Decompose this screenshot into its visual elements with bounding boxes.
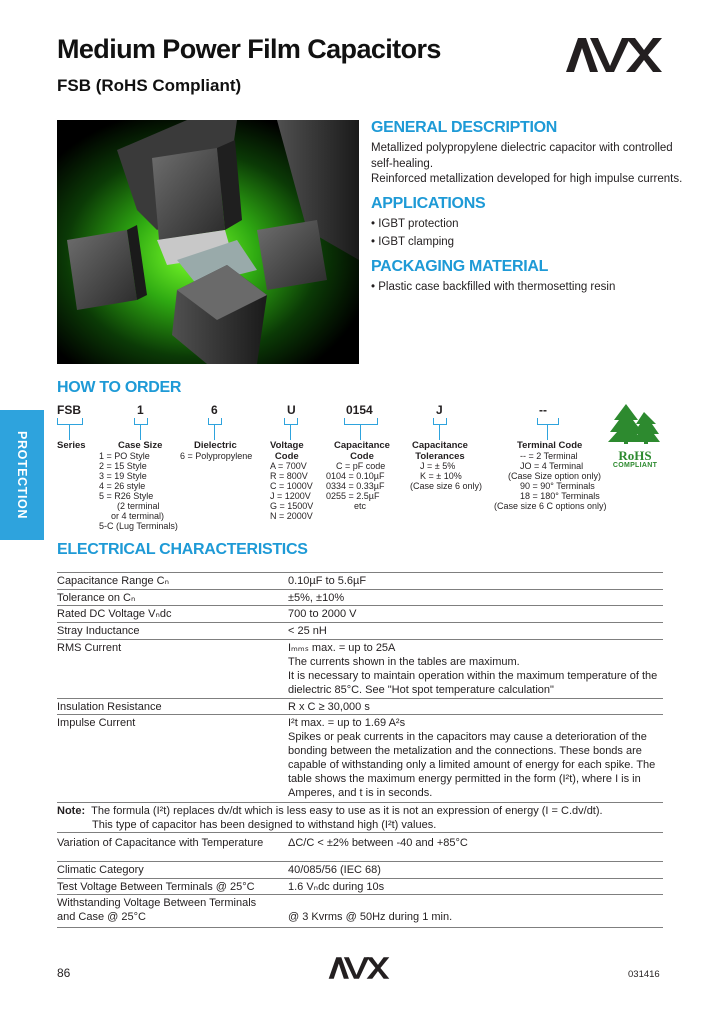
connector-voltage [290,424,291,440]
table-row-value: ±5%, ±10% [288,592,345,604]
order-code-dielectric: 6 [211,403,218,417]
option-line: JO = 4 Terminal [520,461,584,471]
option-line: (2 terminal [117,501,160,511]
table-row-divider [57,927,663,928]
connector-case-size [140,424,141,440]
option-line: -- = 2 Terminal [520,451,578,461]
option-line: R = 800V [270,471,308,481]
packaging-list [371,280,615,296]
how-to-order-heading: HOW TO ORDER [57,379,182,396]
table-row-label: Capacitance Range Cₙ [57,575,170,587]
option-line: C = pF code [336,461,386,471]
page-title: Medium Power Film Capacitors [57,34,441,64]
order-code-voltage: U [287,403,296,417]
option-line: 18 = 180° Terminals [520,491,600,501]
table-row-value: 0.10µF to 5.6µF [288,575,367,587]
note-label: Note: [57,805,86,817]
table-row-value: R x C ≥ 30,000 s [288,701,370,713]
connector-tolerance [439,424,440,440]
list-item: • IGBT protection [371,218,459,230]
option-line: 0104 = 0.10µF [326,471,385,481]
table-row-label: Impulse Current [57,717,136,729]
table-row-label: Climatic Category [57,864,144,876]
table-row-divider [57,605,663,606]
option-line: (Case size 6 only) [410,481,483,491]
value-line: capable of withstanding only a limited amount of energy for each spike. The [288,759,656,771]
value-line: bonding between the metalization and the connections. These bonds are [288,745,642,757]
option-line: N = 2000V [270,511,313,521]
avx-logo [566,36,662,79]
value-line: I²t max. = up to 1.69 A²s [288,717,406,729]
rohs-title: RoHS [618,448,652,463]
bracket-voltage [284,418,298,425]
note-block [57,804,603,832]
table-row-label: Variation of Capacitance with Temperature [57,837,264,849]
option-line: A = 700V [270,461,307,471]
option-line: J = 1200V [270,491,311,501]
option-line: 0334 = 0.33µF [326,481,385,491]
table-row-divider [57,714,663,715]
option-line: G = 1500V [270,501,314,511]
value-line: Spikes or peak currents in the capacitors may cause a deterioration of the [288,731,647,743]
table-row-value-block [288,641,657,697]
header-line: Capacitance [412,440,468,451]
dielectric-options [180,451,252,461]
electrical-heading: ELECTRICAL CHARACTERISTICS [57,541,308,558]
column-header-voltage [270,441,304,462]
table-row-divider [57,589,663,590]
option-line: 0255 = 2.5µF [326,491,380,501]
section-side-tab [0,410,44,540]
note-line: The formula (I²t) replaces dv/dt which is less easy to use as it is not an expression of energy (I = C.dv/dt). [91,805,603,817]
option-line: C = 1000V [270,481,313,491]
order-code-terminal: -- [539,403,547,417]
table-row-divider [57,878,663,879]
column-header-series: Series [57,440,86,451]
column-header-tolerances [412,441,468,462]
table-row-divider [57,639,663,640]
bracket-dielectric [208,418,222,425]
page-subtitle: FSB (RoHS Compliant) [57,76,242,95]
order-code-capacitance: 0154 [346,403,373,417]
bracket-capacitance [344,418,378,425]
option-line: 5 = R26 Style [99,491,154,501]
table-row-label: Insulation Resistance [57,701,162,713]
tolerance-options [410,461,482,491]
option-line: K = ± 10% [420,471,462,481]
option-line: (Case size 6 C options only) [494,501,607,511]
column-header-case-size: Case Size [118,440,163,451]
table-row-value: 700 to 2000 V [288,608,357,620]
page-number: 86 [57,966,71,980]
label-line: Withstanding Voltage Between Terminals [57,897,257,909]
voltage-options [270,461,313,521]
table-row-label: Test Voltage Between Terminals @ 25°C [57,881,255,893]
bracket-terminal [537,418,559,425]
note-line: This type of capacitor has been designed to withstand high (I²t) values. [92,819,437,831]
table-row-value: 40/085/56 (IEC 68) [288,864,381,876]
table-row-value: ΔC/C < ±2% between -40 and +85°C [288,837,468,849]
general-description-line: Reinforced metallization developed for high impulse currents. [371,173,683,185]
avx-footer-logo [328,956,390,985]
header-line: Code [350,450,374,462]
general-description-line: self-healing. [371,157,434,170]
option-line: 6 = Polypropylene [180,451,253,461]
table-row-divider [57,832,663,833]
column-header-terminal: Terminal Code [517,440,583,451]
bracket-case-size [134,418,148,425]
label-line: and Case @ 25°C [57,911,146,923]
table-row-label-block [57,896,256,924]
bracket-tolerance [433,418,447,425]
table-row-label: Rated DC Voltage Vₙdc [57,608,172,620]
order-code-series: FSB [57,403,81,417]
column-header-capacitance [334,441,390,462]
capacitance-options [326,461,385,511]
option-line: 4 = 26 style [99,481,146,491]
connector-terminal [547,424,548,440]
rohs-badge [606,404,664,472]
general-description-heading: GENERAL DESCRIPTION [371,119,558,136]
table-row-value-block [288,716,655,800]
table-row-divider [57,894,663,895]
table-row-label: Tolerance on Cₙ [57,592,136,604]
order-code-case-size: 1 [137,403,144,417]
product-photo [57,120,359,364]
table-row-divider [57,802,663,803]
option-line: (Case Size option only) [508,471,602,481]
applications-heading: APPLICATIONS [371,195,486,212]
header-line: Code [274,450,299,462]
tree-icon [606,404,664,444]
header-line: Tolerances [415,450,465,462]
option-line: etc [354,501,367,511]
value-line: table shows the maximum energy permitted in the form (I²t), where I is in [288,773,641,785]
value-line: Amperes, and t is in seconds. [288,787,433,799]
option-line: 3 = 19 Style [99,471,147,481]
list-item: • IGBT clamping [371,235,455,248]
bracket-series [57,418,83,425]
option-line: 2 = 15 Style [99,461,147,471]
option-line: 1 = PO Style [99,451,150,461]
table-row-divider [57,572,663,573]
general-description-line: Metallized polypropylene dielectric capacitor with controlled [371,142,673,154]
option-line: or 4 terminal) [111,511,165,521]
table-row-value: 1.6 Vₙdc during 10s [288,881,385,893]
applications-list [371,217,459,250]
value-line: The currents shown in the tables are maximum. [288,656,520,668]
header-line: Capacitance [334,440,390,451]
general-description-text [371,141,682,188]
rohs-subtitle: COMPLIANT [612,462,658,469]
connector-series [69,424,70,440]
list-item: • Plastic case backfilled with thermosetting resin [371,281,616,293]
value-line: dielectric 85°C. See "Hot spot temperature calculation" [288,684,554,696]
option-line: J = ± 5% [420,461,456,471]
table-row-value: @ 3 Kvrms @ 50Hz during 1 min. [288,911,453,923]
column-header-dielectric: Dielectric [194,440,237,451]
connector-capacitance [360,424,361,440]
table-row-label: RMS Current [57,642,122,654]
table-row-label: Stray Inductance [57,625,140,637]
option-line: 90 = 90° Terminals [520,481,595,491]
value-line: It is necessary to maintain operation within the maximum temperature of the [288,670,658,682]
case-size-options [99,451,178,531]
connector-dielectric [214,424,215,440]
option-line: 5-C (Lug Terminals) [99,521,178,531]
value-line: Iₘₘₛ max. = up to 25A [288,642,396,654]
table-row-value: < 25 nH [288,625,327,637]
order-code-tolerance: J [436,403,443,417]
table-row-divider [57,698,663,699]
table-row-divider [57,861,663,862]
document-code: 031416 [628,969,660,980]
table-row-divider [57,622,663,623]
terminal-options [494,451,607,511]
header-line: Voltage [270,440,304,451]
side-tab-label: PROTECTION [15,431,29,519]
packaging-heading: PACKAGING MATERIAL [371,258,549,275]
